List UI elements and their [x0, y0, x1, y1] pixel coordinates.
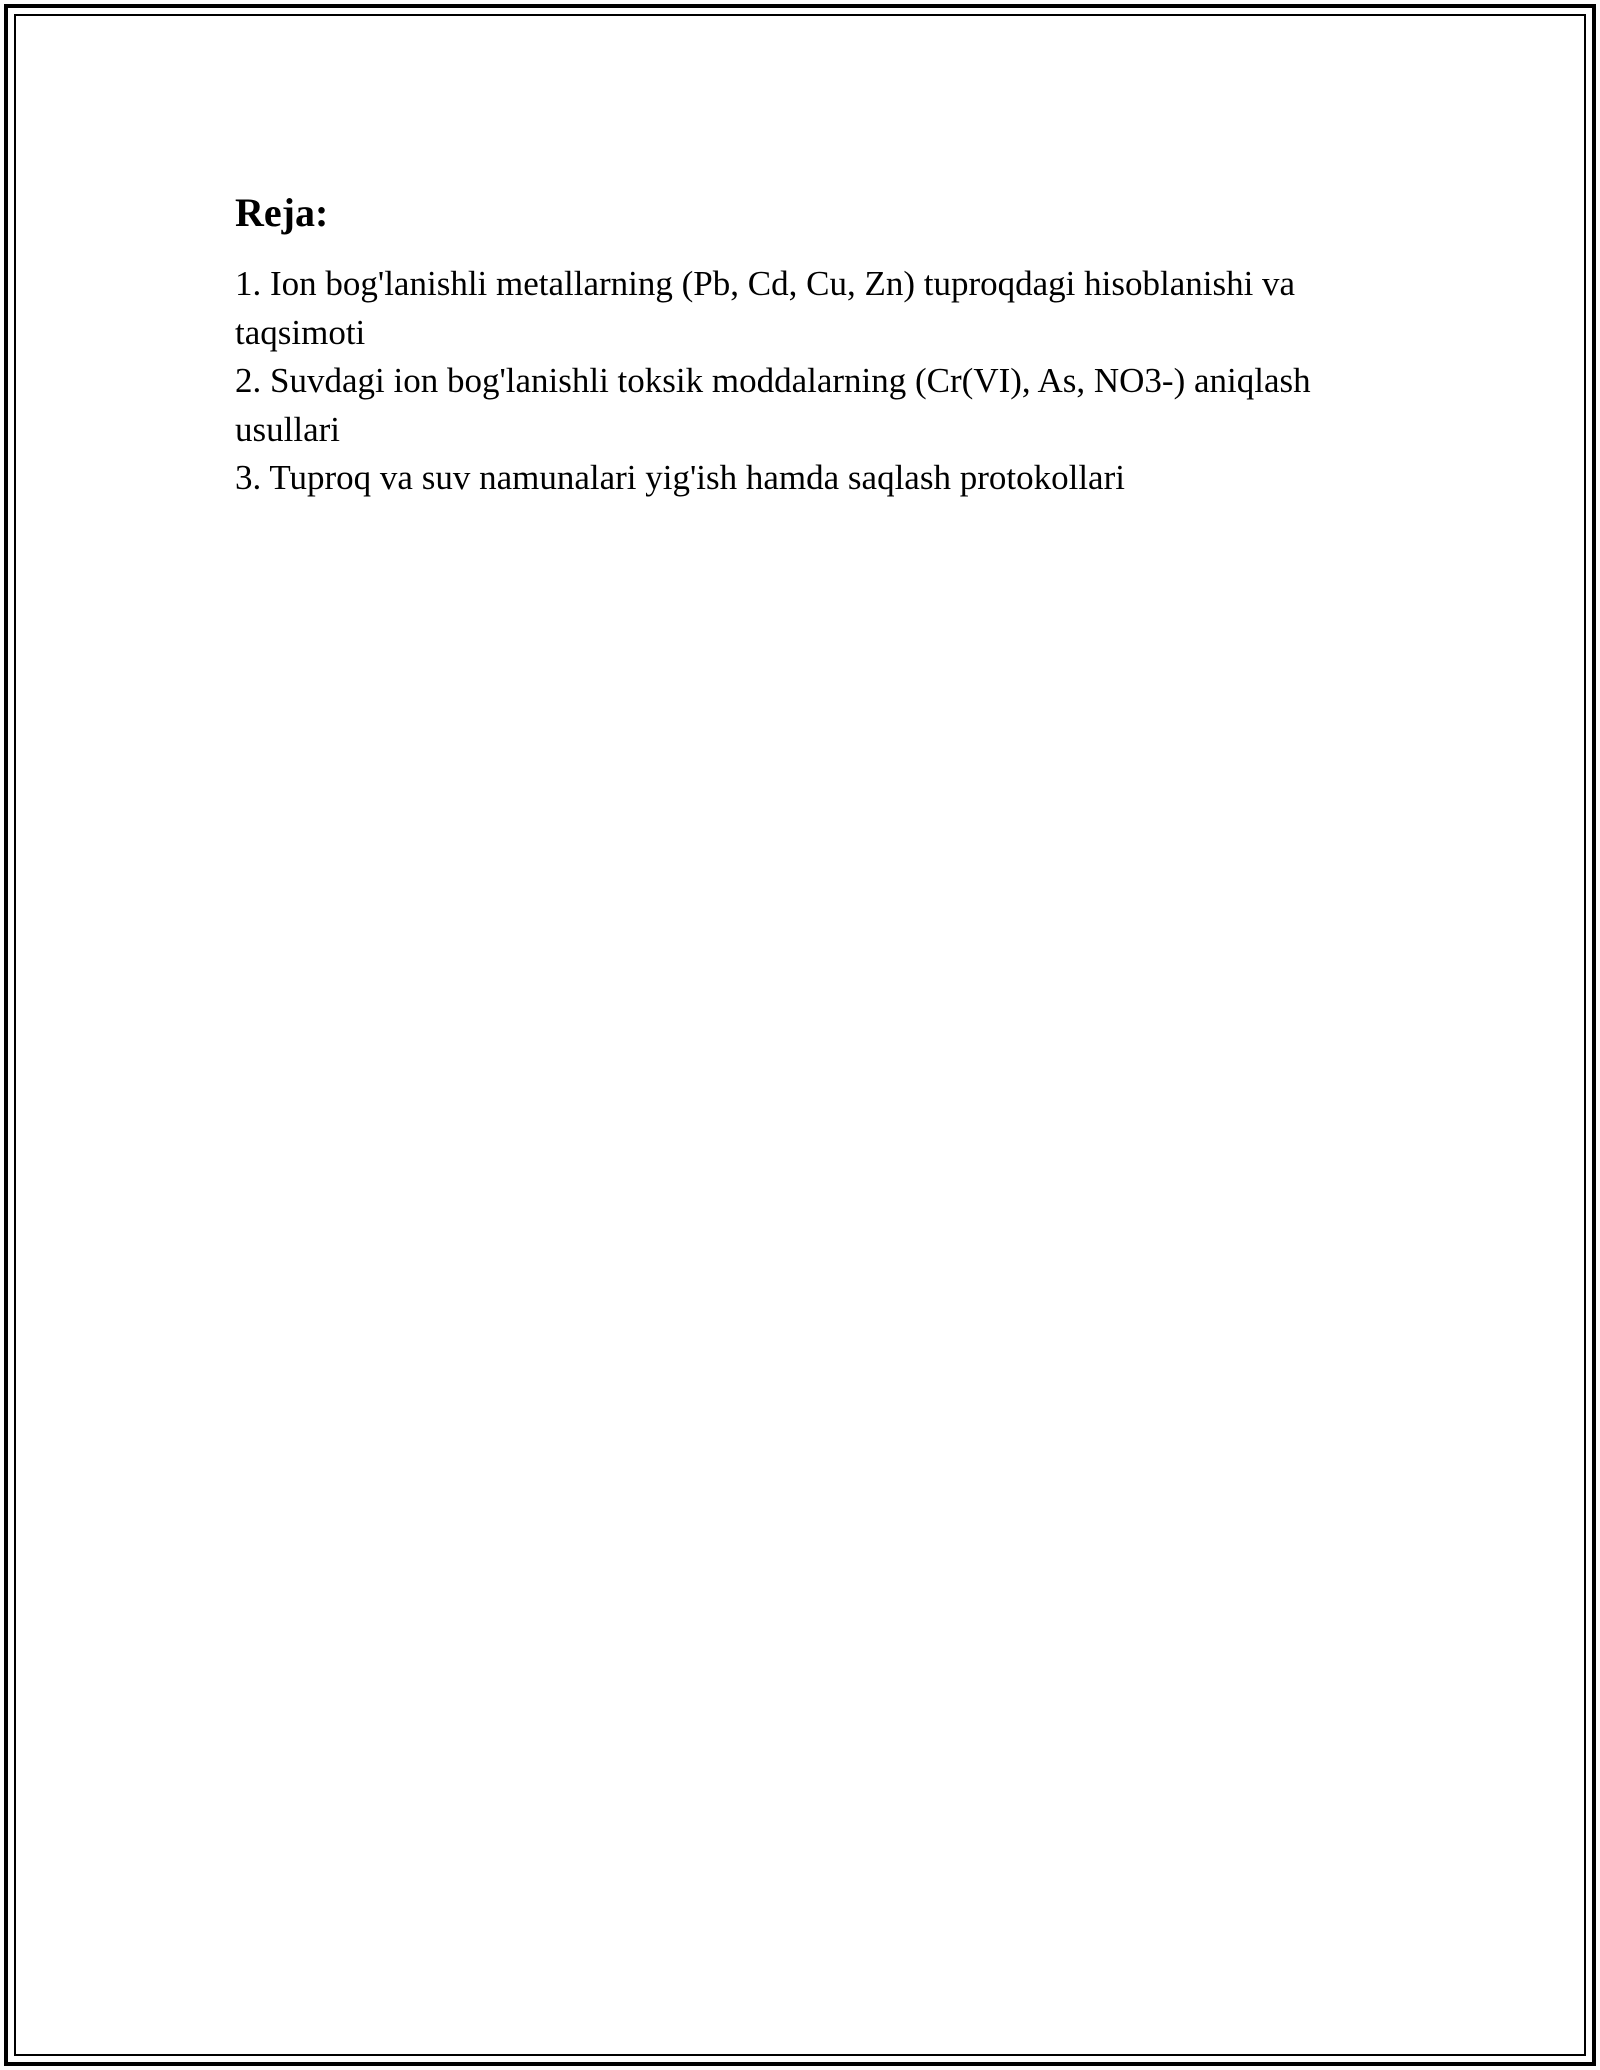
page-content	[235, 186, 1385, 503]
plan-heading: Reja:	[235, 190, 329, 235]
plan-list	[235, 260, 1385, 503]
plan-item-3: 3. Tuproq va suv namunalari yig'ish hamda saqlash protokollari	[235, 458, 1125, 497]
plan-item-1: 1. Ion bog'lanishli metallarning (Pb, Cd, Cu, Zn) tuproqdagi hisoblanishi va taqsimoti	[235, 264, 1296, 352]
plan-item-2: 2. Suvdagi ion bog'lanishli toksik moddalarning (Cr(VI), As, NO3-) aniqlash usullari	[235, 361, 1311, 449]
